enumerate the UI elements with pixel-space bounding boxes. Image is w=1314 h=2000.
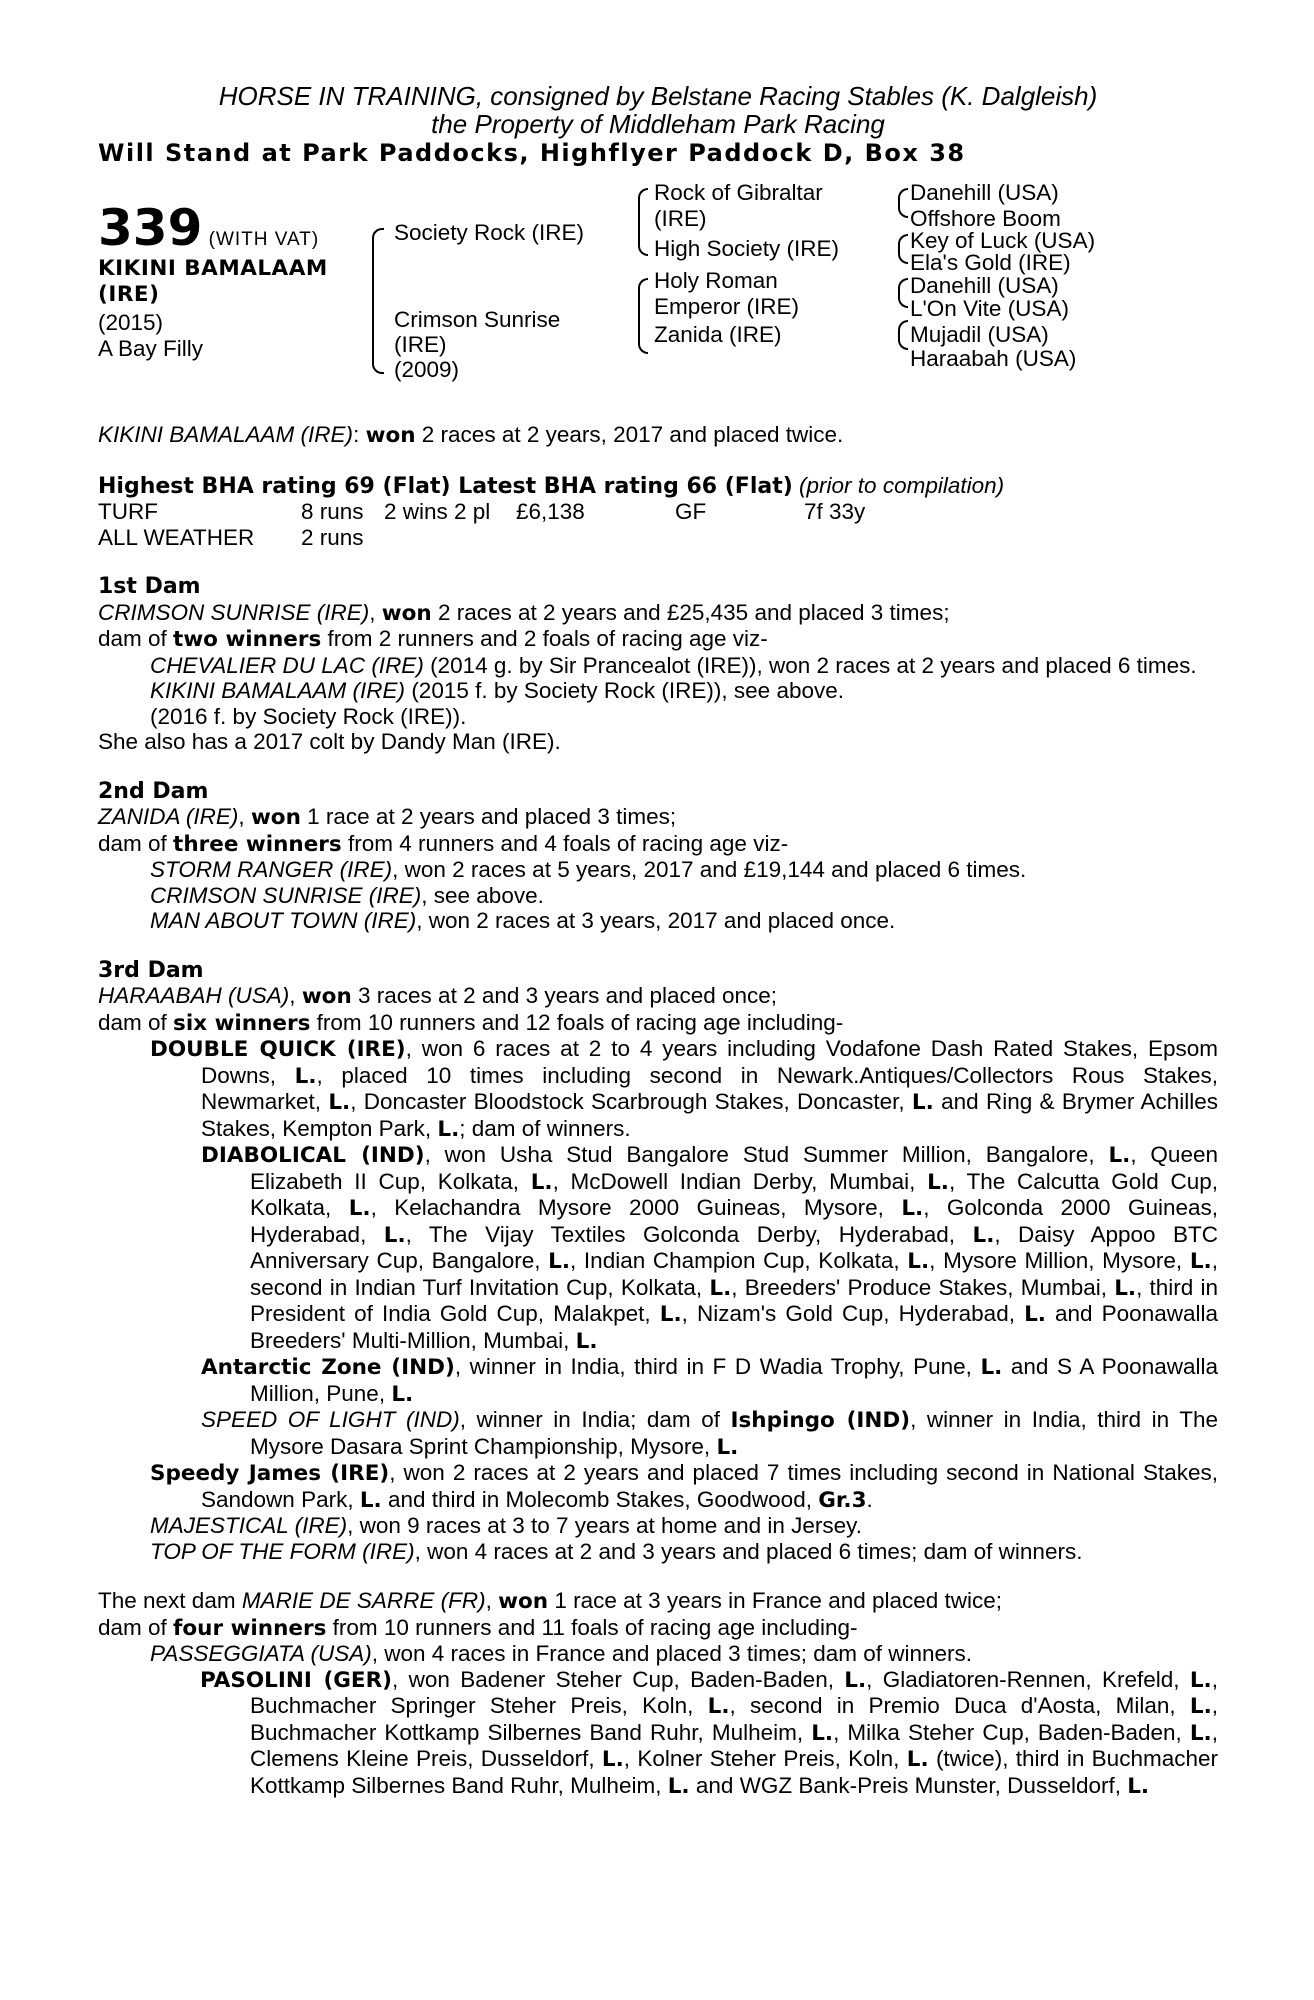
progeny-text: , Breeders' Produce Stakes, Mumbai, xyxy=(731,1274,1115,1300)
bracket-g4 xyxy=(898,320,908,350)
progeny-text: , won 2 races at 5 years, 2017 and £19,144 and placed 6 times. xyxy=(392,857,1027,882)
progeny-name: Antarctic Zone (IND) xyxy=(201,1355,455,1380)
bha-rating: Highest BHA rating 69 (Flat) Latest BHA rating 66 (Flat) xyxy=(98,473,793,499)
progeny-text: , won 4 races at 2 and 3 years and placed 6 times; dam of winners. xyxy=(414,1538,1083,1564)
dam-of-suffix: from 4 runners and 4 foals of racing age viz- xyxy=(341,830,789,856)
dam-sire-line1: Holy Roman xyxy=(654,268,778,293)
listed-mark: L. xyxy=(1127,1773,1150,1799)
dam-of-suffix: from 10 runners and 11 foals of racing age including- xyxy=(326,1614,858,1640)
progeny-name: PASSEGGIATA (USA) xyxy=(150,1641,372,1666)
header-consignor: HORSE IN TRAINING, consigned by Belstane Racing Stables (K. Dalgleish) xyxy=(218,81,1098,111)
progeny-text: (2014 g. by Sir Prancealot (IRE)), won 2 races at 2 years and placed 6 times. xyxy=(423,652,1197,678)
listed-mark: L. xyxy=(716,1434,739,1460)
third-dam-name: HARAABAH (USA) xyxy=(98,983,290,1008)
horse-description: A Bay Filly xyxy=(98,336,204,361)
dam-name-line1: Crimson Sunrise xyxy=(394,307,561,332)
winners-count: six winners xyxy=(173,1010,311,1036)
header-stand: Will Stand at Park Paddocks, Highflyer Paddock D, Box 38 xyxy=(98,139,966,167)
progeny-name: MAN ABOUT TOWN (IRE) xyxy=(150,908,417,933)
first-dam-section: 1st Dam CRIMSON SUNRISE (IRE), won 2 races at 2 years and £25,435 and placed 3 times; dam of two winners from 2 runners and 2 foals of racing age viz- CHEVALIER DU LAC (IRE) (2014 g. by Sir Prancealot (IRE)), won 2 races at 2 years and placed 6 times. KIKINI BAMALAAM (IRE) (2015 f. by Society Rock (IRE)), see above. (2016 f. by Society Rock (IRE)). She also has a 2017 colt by Dandy Man (IRE). xyxy=(98,574,1218,755)
progeny-text: , McDowell Indian Derby, Mumbai, xyxy=(552,1168,928,1194)
listed-mark: L. xyxy=(575,1328,598,1354)
listed-mark: L. xyxy=(1108,1143,1131,1168)
listed-mark: L. xyxy=(972,1222,995,1248)
progeny-top-of-the-form xyxy=(98,1539,1218,1565)
dam-name-line3: (2009) xyxy=(394,357,460,382)
dam-sire xyxy=(654,268,799,319)
pedigree-table xyxy=(98,180,1218,418)
listed-mark: L. xyxy=(1189,1667,1212,1693)
also-has: She also has a 2017 colt by Dandy Man (IRE). xyxy=(98,729,561,754)
turf-going: GF xyxy=(675,499,707,524)
dam-sire-line2: Emperor (IRE) xyxy=(654,293,800,319)
winners-count: three winners xyxy=(173,831,342,857)
listed-mark: L. xyxy=(1024,1302,1046,1327)
aw-runs: 2 runs xyxy=(301,524,364,550)
listed-mark: L. xyxy=(901,1196,924,1221)
winners-count: four winners xyxy=(173,1615,327,1641)
listed-mark: L. xyxy=(530,1169,553,1195)
listed-mark: L. xyxy=(328,1090,351,1115)
ancestor-7: Mujadil (USA) xyxy=(910,322,1049,347)
progeny-text: , Queen Elizabeth II Cup, Kolkata, xyxy=(250,1142,1218,1194)
dam-dam: Zanida (IRE) xyxy=(654,322,782,347)
listed-mark: L. xyxy=(709,1275,732,1301)
horse-name xyxy=(98,256,328,308)
won-label: won xyxy=(250,805,301,830)
listed-mark: L. xyxy=(1189,1249,1212,1274)
rating-note: (prior to compilation) xyxy=(792,472,1005,498)
progeny-text: ; dam of winners. xyxy=(459,1115,631,1141)
next-dam-record: 1 race at 3 years in France and placed twice; xyxy=(548,1588,1003,1613)
first-dam-name: CRIMSON SUNRISE (IRE) xyxy=(98,599,370,625)
progeny-pasolini xyxy=(98,1667,1218,1800)
ancestor-6: L'On Vite (USA) xyxy=(910,296,1069,321)
grandparents-column xyxy=(910,180,1095,372)
progeny-text: , won 2 races at 2 years and placed 7 times including second in National Stakes, Sandown Park, xyxy=(201,1460,1218,1512)
progeny-name: CHEVALIER DU LAC (IRE) xyxy=(150,652,424,678)
listed-mark: L. xyxy=(294,1063,317,1089)
progeny-text: and S A Poonawalla Million, Pune, xyxy=(250,1354,1218,1406)
bracket-sire-parents xyxy=(638,188,648,256)
sire-sire-line1: Rock of Gibraltar xyxy=(654,180,823,205)
progeny-name: Speedy James (IRE) xyxy=(150,1461,390,1486)
listed-mark: L. xyxy=(601,1747,624,1772)
won-label: won xyxy=(301,984,352,1009)
listed-mark: L. xyxy=(359,1487,382,1513)
turf-stats xyxy=(98,499,1218,525)
progeny-speedy-james xyxy=(98,1460,1218,1513)
listed-mark: L. xyxy=(348,1196,371,1221)
progeny-text: , winner in India; dam of xyxy=(459,1407,731,1432)
group-mark: Gr.3 xyxy=(818,1487,867,1513)
second-dam-heading: 2nd Dam xyxy=(98,778,209,804)
lot-number-line xyxy=(98,199,320,257)
sire-name: Society Rock (IRE) xyxy=(394,220,585,245)
progeny-text: , won Badener Steher Cup, Baden-Baden, xyxy=(392,1666,845,1692)
listed-mark: L. xyxy=(667,1773,690,1799)
progeny-text: , Kelachandra Mysore 2000 Guineas, Mysore, xyxy=(370,1195,902,1220)
ancestor-5: Danehill (USA) xyxy=(910,273,1059,298)
progeny-text: , Golconda 2000 Guineas, Hyderabad, xyxy=(250,1195,1218,1247)
progeny-speed-of-light xyxy=(98,1407,1218,1460)
dam-of-suffix: from 10 runners and 12 foals of racing age including- xyxy=(310,1009,844,1035)
first-dam-heading: 1st Dam xyxy=(98,574,201,599)
listed-mark: L. xyxy=(548,1249,571,1274)
progeny-text: , winner in India, third in F D Wadia Trophy, Pune, xyxy=(454,1354,981,1379)
progeny-text: , Daisy Appoo BTC Anniversary Cup, Bangalore, xyxy=(250,1221,1218,1273)
progeny-text: , third in President of India Gold Cup, Malakpet, xyxy=(250,1274,1218,1326)
third-dam-heading: 3rd Dam xyxy=(98,957,204,983)
progeny-man-about-town xyxy=(98,908,1218,934)
listed-mark: L. xyxy=(1189,1694,1212,1719)
bracket-dam-parents xyxy=(638,278,648,354)
progeny-name: PASOLINI (GER) xyxy=(200,1667,392,1693)
progeny-text: , The Vijay Textiles Golconda Derby, Hyderabad, xyxy=(405,1221,973,1247)
second-dam-record: 1 race at 2 years and placed 3 times; xyxy=(300,804,677,829)
aw-stats xyxy=(98,525,1218,551)
next-dam-name: MARIE DE SARRE (FR) xyxy=(241,1588,486,1613)
horse-year: (2015) xyxy=(98,310,164,335)
listed-mark: L. xyxy=(906,1747,929,1772)
progeny-text: . xyxy=(866,1486,873,1512)
progeny-name: SPEED OF LIGHT (IND) xyxy=(201,1407,460,1432)
horse-name-line2: (IRE) xyxy=(98,282,160,307)
aw-label: ALL WEATHER xyxy=(98,524,255,550)
turf-label: TURF xyxy=(98,499,158,524)
progeny-text: (2015 f. by Society Rock (IRE)), see above. xyxy=(405,678,844,703)
progeny-text: , won Usha Stud Bangalore Stud Summer Million, Bangalore, xyxy=(424,1142,1109,1167)
ancestor-1: Danehill (USA) xyxy=(910,180,1059,205)
progeny-2016: (2016 f. by Society Rock (IRE)). xyxy=(150,703,467,729)
progeny-passeggiata xyxy=(98,1641,1218,1667)
listed-mark: L. xyxy=(911,1090,934,1115)
won-label: won xyxy=(381,600,432,626)
vat-label: (WITH VAT) xyxy=(208,229,320,250)
bracket-g2 xyxy=(898,234,908,264)
progeny-antarctic-zone xyxy=(98,1354,1218,1407)
listed-mark: L. xyxy=(659,1302,682,1327)
progeny-text: , won 4 races in France and placed 3 times; dam of winners. xyxy=(371,1641,973,1666)
progeny-text: , won 2 races at 3 years, 2017 and placed once. xyxy=(416,908,896,933)
progeny-majestical xyxy=(98,1513,1218,1539)
progeny-text: , Clemens Kleine Preis, Dusseldorf, xyxy=(250,1719,1218,1771)
catalogue-page xyxy=(98,82,1218,1799)
progeny-double-quick xyxy=(98,1036,1218,1142)
listed-mark: L. xyxy=(1189,1720,1212,1746)
progeny-text: , Nizam's Gold Cup, Hyderabad, xyxy=(681,1301,1025,1326)
progeny-text: , Buchmacher Kottkamp Silbernes Band Ruhr, Mulheim, xyxy=(250,1693,1219,1745)
listed-mark: L. xyxy=(844,1667,867,1693)
third-dam-record: 3 races at 2 and 3 years and placed once; xyxy=(351,983,778,1008)
progeny-name: MAJESTICAL (IRE) xyxy=(150,1513,348,1538)
progeny-text: , won 9 races at 3 to 7 years at home and in Jersey. xyxy=(347,1513,862,1538)
bracket-g1 xyxy=(898,188,908,218)
progeny-text: , Gladiatoren-Rennen, Krefeld, xyxy=(866,1666,1190,1692)
progeny-text: (twice), third in Buchmacher Kottkamp Silbernes Band Ruhr, Mulheim, xyxy=(250,1746,1218,1798)
third-dam-section: 3rd Dam HARAABAH (USA), won 3 races at 2 and 3 years and placed once; dam of six winners from 10 runners and 12 foals of racing age including- DOUBLE QUICK (IRE), won 6 races at 2 to 4 years including Vodafone Dash Rated Stakes, Epsom Downs, L., placed 10 times including second in Newark.Antiques/Collectors Rous Stakes, Newmarket, L., Doncaster Bloodstock Scarbrough Stakes, Doncaster, L. and Ring & Brymer Achilles Stakes, Kempton Park, L.; dam of winners. DIABOLICAL (IND), won Usha Stud Bangalore Stud Summer Million, Bangalore, L., Queen Elizabeth II Cup, Kolkata, L., McDowell Indian Derby, Mumbai, L., The Calcutta Gold Cup, Kolkata, L., Kelachandra Mysore 2000 Guineas, Mysore, L., Golconda 2000 Guineas, Hyderabad, L., The Vijay Textiles Golconda Derby, Hyderabad, L., Daisy Appoo BTC Anniversary Cup, Bangalore, L., Indian Champion Cup, Kolkata, L., Mysore Million, Mysore, L., second in Indian Turf Invitation Cup, Kolkata, L., Breeders' Produce Stakes, Mumbai, L., third in President of India Gold Cup, Malakpet, L., Nizam's Gold Cup, Hyderabad, L. and Poonawalla Breeders' Multi-Million, Mumbai, L. Antarctic Zone (IND), winner in India, third in F D Wadia Trophy, Pune, L. and S A Poonawalla Million, Pune, L. SPEED OF LIGHT (IND), winner in India; dam of Ishpingo (IND), winner in India, third in The Mysore Dasara Sprint Championship, Mysore, L. Speedy James (IRE), won 2 races at 2 years and placed 7 times including second in National Stakes, Sandown Park, L. and third in Molecomb Stakes, Goodwood, Gr.3. MAJESTICAL (IRE), won 9 races at 3 to 7 years at home and in Jersey. TOP OF THE FORM (IRE), won 4 races at 2 and 3 years and placed 6 times; dam of winners. xyxy=(98,957,1218,1564)
progeny-text: , Mysore Million, Mysore, xyxy=(929,1248,1190,1273)
dam-of-prefix: dam of xyxy=(98,830,174,856)
next-dam-section: The next dam MARIE DE SARRE (FR), won 1 race at 3 years in France and placed twice; dam of four winners from 10 runners and 11 foals of racing age including- PASSEGGIATA (USA), won 4 races in France and placed 3 times; dam of winners. PASOLINI (GER), won Badener Steher Cup, Baden-Baden, L., Gladiatoren-Rennen, Krefeld, L., Buchmacher Springer Steher Preis, Koln, L., second in Premio Duca d'Aosta, Milan, L., Buchmacher Kottkamp Silbernes Band Ruhr, Mulheim, L., Milka Steher Cup, Baden-Baden, L., Clemens Kleine Preis, Dusseldorf, L., Kolner Steher Preis, Koln, L. (twice), third in Buchmacher Kottkamp Silbernes Band Ruhr, Mulheim, L. and WGZ Bank-Preis Munster, Dusseldorf, L. xyxy=(98,1588,1219,1799)
progeny-text: , Indian Champion Cup, Kolkata, xyxy=(570,1248,908,1273)
progeny-text: , see above. xyxy=(421,882,544,908)
turf-distance: 7f 33y xyxy=(804,499,866,524)
next-dam-prefix: The next dam xyxy=(98,1588,242,1613)
dam-name xyxy=(394,307,560,382)
progeny-text: and Ring & Brymer Achilles Stakes, Kempton Park, xyxy=(201,1089,1218,1141)
dam-of-prefix: dam of xyxy=(98,1009,174,1035)
bracket-parents xyxy=(372,228,384,374)
progeny-storm-ranger xyxy=(98,857,1218,883)
progeny-text: , Milka Steher Cup, Baden-Baden, xyxy=(833,1719,1190,1745)
progeny-text: , Kolner Steher Preis, Koln, xyxy=(623,1746,907,1771)
progeny-name: DOUBLE QUICK (IRE) xyxy=(150,1037,406,1062)
turf-runs: 8 runs xyxy=(301,499,364,524)
progeny-name: TOP OF THE FORM (IRE) xyxy=(150,1538,415,1564)
progeny-kikini xyxy=(98,678,1218,704)
listed-mark: L. xyxy=(980,1355,1003,1380)
sire-sire-line2: (IRE) xyxy=(654,205,707,231)
bracket-g3 xyxy=(898,278,908,308)
progeny-text: , won 6 races at 2 to 4 years including Vodafone Dash Rated Stakes, Epsom Downs, xyxy=(201,1036,1218,1088)
rating-section xyxy=(98,473,1218,551)
progeny-name: STORM RANGER (IRE) xyxy=(150,857,393,882)
sire-dam: High Society (IRE) xyxy=(654,236,840,261)
progeny-name: KIKINI BAMALAAM (IRE) xyxy=(150,678,406,703)
dam-name-line2: (IRE) xyxy=(394,332,447,357)
progeny-text: and WGZ Bank-Preis Munster, Dusseldorf, xyxy=(689,1772,1128,1798)
progeny-name: CRIMSON SUNRISE (IRE) xyxy=(150,882,422,908)
progeny-text: , Buchmacher Springer Steher Preis, Koln, xyxy=(250,1666,1218,1718)
grand-progeny-name: Ishpingo (IND) xyxy=(730,1408,911,1433)
horse-name-line1: KIKINI BAMALAAM xyxy=(98,256,328,281)
turf-prize: £6,138 xyxy=(516,499,585,524)
progeny-text: and third in Molecomb Stakes, Goodwood, xyxy=(381,1486,819,1512)
progeny-text: , second in Indian Turf Invitation Cup, Kolkata, xyxy=(250,1248,1218,1300)
first-dam-record: 2 races at 2 years and £25,435 and placed 3 times; xyxy=(431,599,950,625)
ancestor-2: Offshore Boom xyxy=(910,206,1061,231)
winners-count: two winners xyxy=(173,627,322,652)
second-dam-section: 2nd Dam ZANIDA (IRE), won 1 race at 2 years and placed 3 times; dam of three winners from 4 runners and 4 foals of racing age viz- STORM RANGER (IRE), won 2 races at 5 years, 2017 and £19,144 and placed 6 times. CRIMSON SUNRISE (IRE), see above. MAN ABOUT TOWN (IRE), won 2 races at 3 years, 2017 and placed once. xyxy=(98,779,1218,934)
lot-number: 339 xyxy=(98,199,203,257)
sire-sire xyxy=(654,180,823,231)
dam-of-prefix: dam of xyxy=(98,626,174,651)
summary-won: won xyxy=(365,423,416,448)
turf-wins: 2 wins 2 pl xyxy=(384,499,491,524)
progeny-text: , winner in India, third in The Mysore Dasara Sprint Championship, Mysore, xyxy=(250,1407,1218,1459)
listed-mark: L. xyxy=(811,1720,834,1746)
race-summary: KIKINI BAMALAAM (IRE): won 2 races at 2 years, 2017 and placed twice. xyxy=(98,422,844,448)
second-dam-name: ZANIDA (IRE) xyxy=(98,804,239,829)
progeny-text: , Doncaster Bloodstock Scarbrough Stakes, Doncaster, xyxy=(350,1089,912,1114)
ancestor-8: Haraabah (USA) xyxy=(910,346,1077,371)
progeny-text: and Poonawalla Breeders' Multi-Million, Mumbai, xyxy=(250,1301,1218,1353)
progeny-text: , second in Premio Duca d'Aosta, Milan, xyxy=(729,1693,1190,1718)
listed-mark: L. xyxy=(391,1381,414,1407)
progeny-name: DIABOLICAL (IND) xyxy=(201,1143,425,1168)
progeny-text: , The Calcutta Gold Cup, Kolkata, xyxy=(250,1168,1218,1220)
ancestor-3: Key of Luck (USA) xyxy=(910,228,1096,253)
progeny-crimson-sunrise xyxy=(98,883,1218,909)
listed-mark: L. xyxy=(907,1249,930,1274)
listed-mark: L. xyxy=(927,1169,949,1195)
dam-of-suffix: from 2 runners and 2 foals of racing age viz- xyxy=(321,626,768,651)
listed-mark: L. xyxy=(383,1222,406,1248)
progeny-chevalier xyxy=(98,653,1218,679)
listed-mark: L. xyxy=(437,1116,460,1142)
progeny-text: , placed 10 times including second in Newark.Antiques/Collectors Rous Stakes, Newmarket, xyxy=(201,1062,1218,1114)
won-label: won xyxy=(498,1589,549,1614)
header-property: the Property of Middleham Park Racing xyxy=(431,109,885,139)
summary-text: 2 races at 2 years, 2017 and placed twice. xyxy=(415,422,844,447)
dam-of-prefix: dam of xyxy=(98,1614,174,1640)
ancestor-4: Ela's Gold (IRE) xyxy=(910,250,1071,275)
progeny-diabolical xyxy=(98,1142,1218,1354)
listed-mark: L. xyxy=(707,1694,730,1719)
listed-mark: L. xyxy=(1114,1275,1137,1301)
summary-horse-name: KIKINI BAMALAAM (IRE) xyxy=(98,422,354,447)
